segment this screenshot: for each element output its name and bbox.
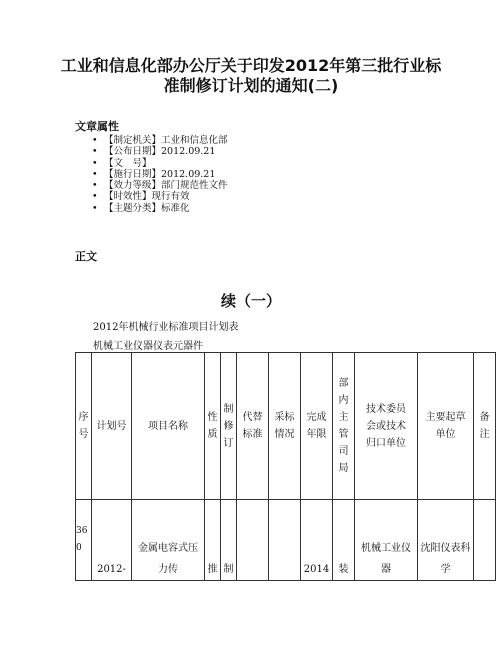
header-dept: 部内主管司局: [333, 353, 355, 500]
attributes-heading: 文章属性: [75, 120, 119, 133]
attribute-publish-date: • 【公布日期】2012.09.21: [92, 146, 228, 157]
header-plan-no: 计划号: [92, 353, 132, 500]
header-replace: 代替标准: [237, 353, 269, 500]
plan-table-category: 机械工业仪器仪表元器件: [93, 341, 203, 352]
cell-plan-no: 2012-: [92, 500, 132, 581]
header-nature: 性质: [205, 353, 221, 500]
cell-seq: 360: [76, 500, 92, 581]
cell-drafter: 沈阳仪表科学: [418, 500, 474, 581]
cell-revise: 制: [221, 500, 237, 581]
cell-replace: [237, 500, 269, 581]
body-heading: 正文: [75, 250, 97, 263]
attribute-effective-date: • 【施行日期】2012.09.21: [92, 169, 228, 180]
header-drafter: 主要起草单位: [418, 353, 474, 500]
document-title: 工业和信息化部办公厅关于印发2012年第三批行业标准制修订计划的通知(二): [60, 56, 442, 95]
attributes-list: [92, 135, 228, 214]
header-year: 完成年限: [301, 353, 333, 500]
cell-note: [474, 500, 496, 581]
header-note: 备注: [474, 353, 496, 500]
attribute-validity: • 【时效性】现行有效: [92, 191, 228, 202]
header-seq: 序号: [76, 353, 92, 500]
cell-project-name: 金属电容式压力传: [132, 500, 205, 581]
table-header-row: [76, 353, 496, 500]
header-committee: 技术委员会或技术归口单位: [355, 353, 418, 500]
plan-table-title: 2012年机械行业标准项目计划表: [93, 322, 239, 333]
table-row: [76, 500, 496, 581]
cell-dept: 装: [333, 500, 355, 581]
plan-table: [75, 352, 496, 581]
attribute-issuer: • 【制定机关】工业和信息化部: [92, 135, 228, 146]
attribute-legal-level: • 【效力等级】部门规范性文件: [92, 180, 228, 191]
cell-adopt: [269, 500, 301, 581]
continuation-heading: 续（一）: [220, 292, 281, 310]
header-revise: 制修订: [221, 353, 237, 500]
header-project-name: 项目名称: [132, 353, 205, 500]
attribute-doc-number: • 【文 号】: [92, 158, 228, 169]
cell-nature: 推: [205, 500, 221, 581]
header-adopt: 采标情况: [269, 353, 301, 500]
cell-committee: 机械工业仪器: [355, 500, 418, 581]
attribute-topic: • 【主题分类】标准化: [92, 203, 228, 214]
cell-year: 2014: [301, 500, 333, 581]
